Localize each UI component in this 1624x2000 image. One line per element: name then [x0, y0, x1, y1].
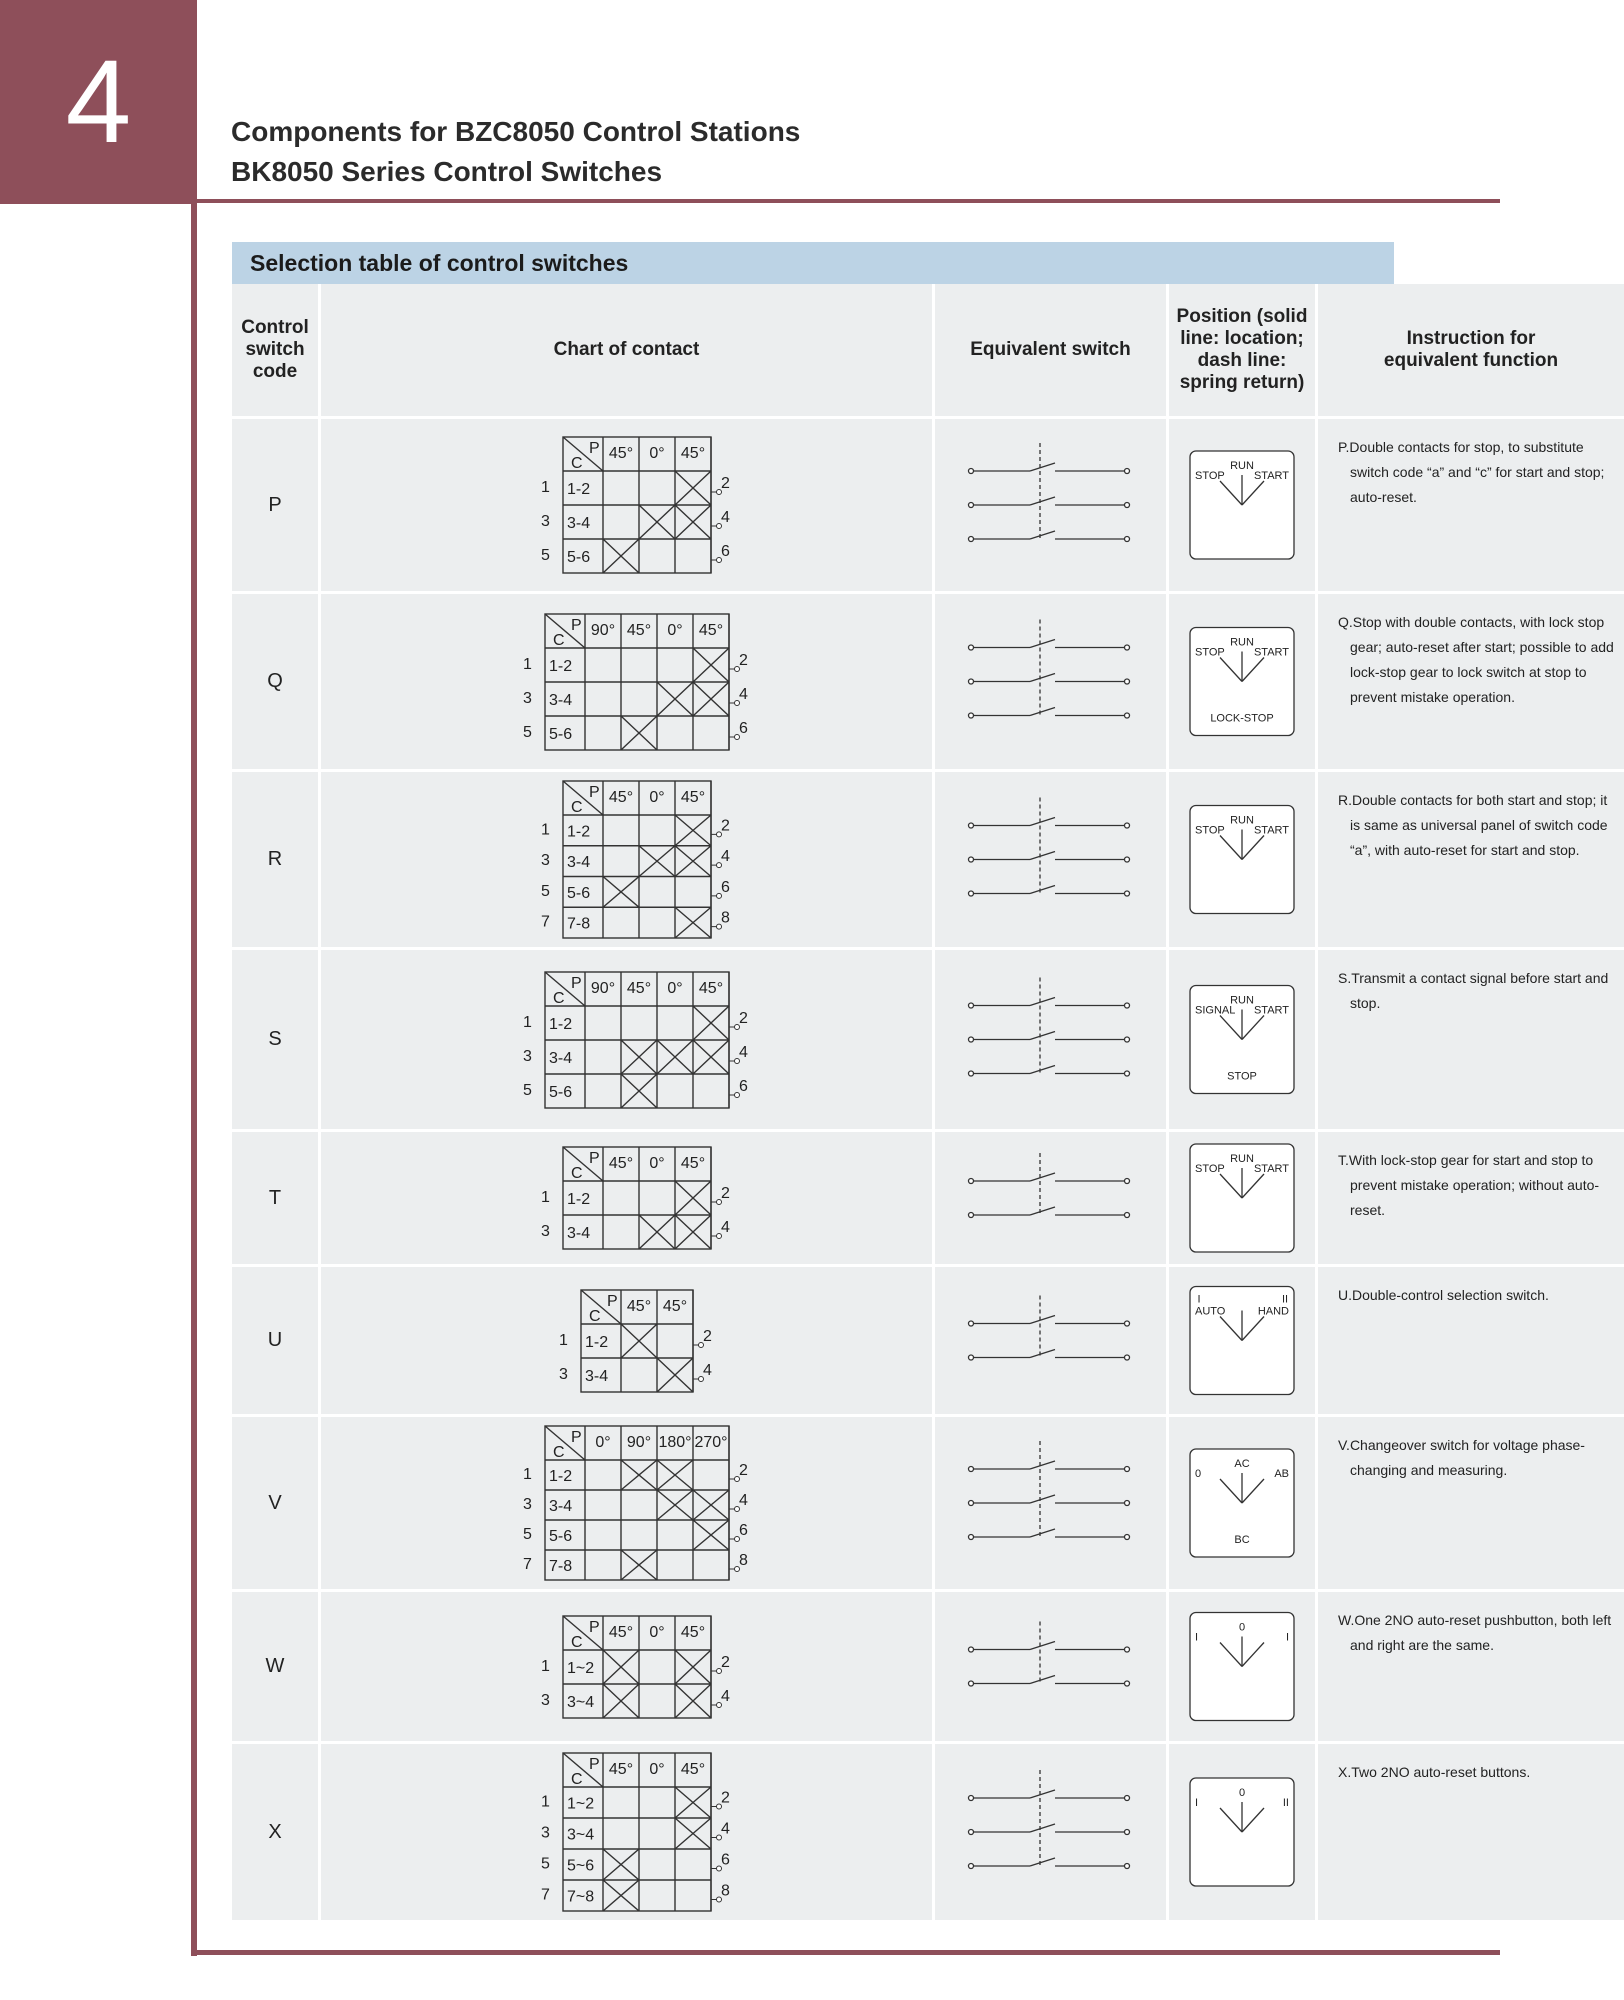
terminal-number: 8: [721, 1882, 730, 1900]
header-code: Control switch code: [232, 284, 318, 416]
contact-label: 1-2: [549, 1016, 573, 1033]
chart-corner-label: P: [571, 975, 582, 992]
dial-label: LOCK-STOP: [1210, 712, 1274, 725]
terminal-number: 1: [541, 1658, 550, 1675]
contact-label: 7-8: [549, 1558, 573, 1575]
position-dial: [1169, 772, 1315, 947]
terminal-number: 4: [739, 686, 748, 703]
position-dial-cell: [1169, 1267, 1315, 1414]
contact-label: 5-6: [549, 726, 573, 743]
chart-corner-label: P: [589, 784, 600, 801]
table-row: [232, 950, 1609, 1129]
section-title: Selection table of control switches: [232, 242, 1394, 284]
equivalent-switch-diagram: [935, 772, 1166, 947]
terminal-number: 3: [541, 1692, 550, 1709]
equivalent-switch-diagram: [935, 1592, 1166, 1741]
terminal-number: 1: [523, 1466, 532, 1483]
angle-label: 270°: [694, 1434, 728, 1451]
terminal-number: 1: [559, 1332, 568, 1349]
contact-chart-cell: [321, 594, 932, 769]
terminal-number: 1: [541, 1793, 550, 1811]
dial-label: STOP: [1195, 1163, 1225, 1175]
dial-label: I: [1285, 1631, 1289, 1644]
position-dial-cell: [1169, 1132, 1315, 1264]
contact-chart-cell: [321, 950, 932, 1129]
angle-label: 45°: [608, 789, 634, 806]
position-dial: [1169, 1592, 1315, 1741]
angle-label: 45°: [626, 622, 652, 639]
position-dial-cell: [1169, 1417, 1315, 1589]
terminal-number: 3: [541, 1223, 550, 1240]
instruction-text: Q.Stop with double contacts, with lock stop gear; auto-reset after start; possible to add lock-stop gear to lock switch at stop to prevent mistake operation.: [1338, 614, 1614, 705]
dial-label: START: [1253, 1004, 1289, 1017]
contact-label: 5~6: [567, 1857, 595, 1875]
terminal-number: 4: [739, 1044, 748, 1061]
terminal-number: 8: [739, 1552, 748, 1569]
contact-label: 1-2: [549, 1468, 573, 1485]
position-dial-cell: [1169, 950, 1315, 1129]
instruction-cell: [1318, 1132, 1624, 1264]
chart-corner-label: C: [553, 632, 565, 649]
equivalent-switch-cell: [935, 1744, 1166, 1920]
instruction-cell: [1318, 1417, 1624, 1589]
switch-code: P: [232, 419, 318, 591]
terminal-number: 3: [541, 852, 550, 870]
terminal-number: 1: [541, 1189, 550, 1206]
angle-label: 180°: [658, 1434, 692, 1451]
dial-label: RUN: [1230, 636, 1254, 649]
contact-chart: [321, 1132, 932, 1264]
angle-label: 90°: [590, 980, 616, 997]
terminal-number: 5: [523, 1526, 532, 1543]
position-dial: [1169, 1132, 1315, 1264]
terminal-number: 5: [541, 547, 550, 564]
contact-label: 3-4: [567, 854, 591, 872]
angle-label: 45°: [608, 1761, 634, 1778]
dial-label: RUN: [1230, 460, 1254, 472]
switch-code: W: [232, 1592, 318, 1741]
position-dial: [1169, 594, 1315, 769]
table-row: [232, 419, 1605, 591]
terminal-number: 6: [721, 878, 730, 896]
terminal-number: 2: [721, 475, 730, 492]
position-dial: [1169, 950, 1315, 1129]
contact-label: 3-4: [549, 1050, 573, 1067]
contact-label: 3~4: [567, 1694, 595, 1711]
contact-label: 1~2: [567, 1660, 595, 1677]
equivalent-switch-diagram: [935, 419, 1166, 591]
switch-code: V: [232, 1417, 318, 1589]
dial-label: II: [1281, 1293, 1289, 1306]
dial-label: RUN: [1230, 1153, 1254, 1165]
dial-label: RUN: [1230, 814, 1254, 827]
table-row: [232, 1132, 1600, 1264]
contact-chart-cell: [321, 772, 932, 947]
contact-label: 1~2: [567, 1795, 595, 1813]
terminal-number: 3: [523, 690, 532, 707]
contact-chart: [321, 772, 932, 947]
instruction-text: P.Double contacts for stop, to substitute switch code “a” and “c” for start and stop; auto-reset.: [1338, 439, 1605, 505]
terminal-number: 2: [739, 652, 748, 669]
contact-label: 1-2: [549, 658, 573, 675]
table-row: [232, 772, 1608, 947]
dial-label: 0: [1238, 1787, 1246, 1799]
contact-label: 7~8: [567, 1888, 595, 1906]
terminal-number: 4: [721, 1820, 730, 1838]
dial-label: 0: [1238, 1621, 1246, 1634]
chart-corner-label: C: [553, 1444, 565, 1461]
instruction-text: W.One 2NO auto-reset pushbutton, both left and right are the same.: [1338, 1612, 1612, 1653]
equivalent-switch-cell: [935, 950, 1166, 1129]
equivalent-switch-diagram: [935, 1744, 1166, 1920]
instruction-text: X.Two 2NO auto-reset buttons.: [1338, 1764, 1531, 1780]
chart-corner-label: P: [589, 1756, 600, 1773]
angle-label: 90°: [590, 622, 616, 639]
contact-label: 1-2: [585, 1334, 609, 1351]
equivalent-switch-cell: [935, 1132, 1166, 1264]
terminal-number: 8: [721, 909, 730, 927]
terminal-number: 7: [541, 913, 550, 931]
position-dial-cell: [1169, 419, 1315, 591]
contact-chart: [321, 1592, 932, 1741]
angle-label: 90°: [626, 1434, 652, 1451]
dial-label: I: [1195, 1631, 1199, 1644]
angle-label: 45°: [698, 622, 724, 639]
angle-label: 45°: [680, 1624, 706, 1641]
angle-label: 0°: [649, 1155, 665, 1172]
contact-label: 1-2: [567, 823, 591, 841]
contact-chart: [321, 594, 932, 769]
switch-code: S: [232, 950, 318, 1129]
contact-label: 3~4: [567, 1826, 595, 1844]
terminal-number: 2: [739, 1010, 748, 1027]
terminal-number: 4: [721, 1688, 730, 1705]
dial-label: START: [1253, 1163, 1289, 1175]
position-dial: [1169, 419, 1315, 591]
contact-chart-cell: [321, 419, 932, 591]
instruction-cell: [1318, 950, 1624, 1129]
terminal-number: 4: [721, 509, 730, 526]
page-titles: [231, 112, 800, 192]
angle-label: 45°: [608, 445, 634, 462]
contact-chart: [321, 419, 932, 591]
angle-label: 0°: [649, 789, 665, 806]
terminal-number: 3: [541, 513, 550, 530]
switch-code: U: [232, 1267, 318, 1414]
header-contact: Chart of contact: [321, 284, 932, 416]
angle-label: 45°: [608, 1155, 634, 1172]
contact-chart: [321, 1744, 932, 1920]
contact-chart-cell: [321, 1132, 932, 1264]
dial-label: AB: [1274, 1468, 1289, 1480]
table-row: [232, 594, 1614, 769]
contact-label: 3-4: [567, 1225, 591, 1242]
contact-chart-cell: [321, 1592, 932, 1741]
dial-label: I: [1195, 1797, 1199, 1809]
table-row: [232, 1744, 1531, 1920]
terminal-number: 1: [523, 656, 532, 673]
terminal-number: 3: [523, 1048, 532, 1065]
dial-label: START: [1253, 824, 1289, 837]
switch-code: R: [232, 772, 318, 947]
terminal-number: 4: [721, 848, 730, 866]
dial-label: BC: [1234, 1534, 1250, 1546]
terminal-number: 6: [739, 1522, 748, 1539]
terminal-number: 2: [721, 1654, 730, 1671]
angle-label: 45°: [626, 980, 652, 997]
terminal-number: 7: [541, 1886, 550, 1904]
contact-chart-cell: [321, 1417, 932, 1589]
chapter-number: 4: [0, 0, 197, 204]
terminal-number: 6: [721, 543, 730, 560]
chart-corner-label: P: [571, 617, 582, 634]
header-instruction: Instruction for equivalent function: [1318, 284, 1624, 416]
equivalent-switch-cell: [935, 419, 1166, 591]
angle-label: 0°: [667, 622, 683, 639]
contact-label: 5-6: [567, 549, 591, 566]
chart-corner-label: P: [589, 440, 600, 457]
contact-label: 3-4: [567, 515, 591, 532]
equivalent-switch-cell: [935, 772, 1166, 947]
position-dial-cell: [1169, 594, 1315, 769]
instruction-text: U.Double-control selection switch.: [1338, 1287, 1549, 1303]
angle-label: 45°: [698, 980, 724, 997]
equivalent-switch-diagram: [935, 1417, 1166, 1589]
angle-label: 0°: [649, 1761, 665, 1778]
terminal-number: 2: [739, 1462, 748, 1479]
dial-label: I: [1197, 1293, 1201, 1306]
terminal-number: 5: [541, 882, 550, 900]
equivalent-switch-diagram: [935, 594, 1166, 769]
chart-corner-label: C: [571, 455, 583, 472]
equivalent-switch-cell: [935, 1417, 1166, 1589]
dial-label: SIGNAL: [1195, 1004, 1236, 1017]
instruction-text: V.Changeover switch for voltage phase-changing and measuring.: [1338, 1437, 1585, 1478]
chart-corner-label: C: [571, 1165, 583, 1182]
dial-label: II: [1282, 1797, 1289, 1809]
page-subtitle: BK8050 Series Control Switches: [231, 156, 663, 187]
position-dial: [1169, 1267, 1315, 1414]
terminal-number: 4: [721, 1219, 730, 1236]
contact-label: 1-2: [567, 481, 591, 498]
chart-corner-label: P: [607, 1293, 618, 1310]
angle-label: 45°: [680, 789, 706, 806]
terminal-number: 6: [721, 1851, 730, 1869]
chart-corner-label: P: [589, 1619, 600, 1636]
terminal-number: 1: [523, 1014, 532, 1031]
dial-label: AUTO: [1195, 1305, 1226, 1318]
table-row: [232, 1417, 1585, 1589]
left-margin-bar: [191, 204, 197, 1956]
terminal-number: 5: [541, 1855, 550, 1873]
contact-label: 7-8: [567, 915, 591, 933]
dial-label: START: [1253, 470, 1289, 482]
dial-label: STOP: [1195, 470, 1225, 482]
angle-label: 0°: [649, 445, 665, 462]
contact-chart: [321, 950, 932, 1129]
instruction-cell: [1318, 1267, 1624, 1414]
terminal-number: 4: [703, 1362, 712, 1379]
contact-label: 3-4: [549, 692, 573, 709]
instruction-cell: [1318, 772, 1624, 947]
contact-label: 5-6: [549, 1084, 573, 1101]
equivalent-switch-diagram: [935, 950, 1166, 1129]
contact-chart: [321, 1417, 932, 1589]
equivalent-switch-cell: [935, 1592, 1166, 1741]
instruction-cell: [1318, 1592, 1624, 1741]
table-header-row: [232, 284, 1559, 416]
position-dial-cell: [1169, 1744, 1315, 1920]
chart-corner-label: C: [571, 1771, 583, 1788]
contact-label: 1-2: [567, 1191, 591, 1208]
terminal-number: 5: [523, 1082, 532, 1099]
instruction-cell: [1318, 1744, 1624, 1920]
terminal-number: 6: [739, 720, 748, 737]
page-title: Components for BZC8050 Control Stations: [231, 116, 801, 147]
switch-code: X: [232, 1744, 318, 1920]
terminal-number: 4: [739, 1492, 748, 1509]
equivalent-switch-cell: [935, 594, 1166, 769]
instruction-text: S.Transmit a contact signal before start and stop.: [1338, 970, 1609, 1011]
angle-label: 0°: [649, 1624, 665, 1641]
contact-chart-cell: [321, 1744, 932, 1920]
terminal-number: 3: [559, 1366, 568, 1383]
angle-label: 0°: [595, 1434, 611, 1451]
footer-rule: [191, 1950, 1500, 1955]
terminal-number: 2: [721, 817, 730, 835]
instruction-cell: [1318, 594, 1624, 769]
equivalent-switch-diagram: [935, 1267, 1166, 1414]
angle-label: 45°: [680, 1155, 706, 1172]
terminal-number: 1: [541, 479, 550, 496]
angle-label: 45°: [680, 1761, 706, 1778]
switch-code: Q: [232, 594, 318, 769]
terminal-number: 3: [523, 1496, 532, 1513]
terminal-number: 5: [523, 724, 532, 741]
chart-corner-label: C: [571, 1634, 583, 1651]
terminal-number: 6: [739, 1078, 748, 1095]
terminal-number: 3: [541, 1824, 550, 1842]
angle-label: 45°: [662, 1298, 688, 1315]
dial-label: 0: [1195, 1468, 1202, 1480]
terminal-number: 2: [703, 1328, 712, 1345]
equivalent-switch-diagram: [935, 1132, 1166, 1264]
contact-chart-cell: [321, 1267, 932, 1414]
contact-label: 3-4: [585, 1368, 609, 1385]
position-dial-cell: [1169, 772, 1315, 947]
angle-label: 45°: [680, 445, 706, 462]
switch-code: T: [232, 1132, 318, 1264]
dial-label: HAND: [1257, 1305, 1289, 1318]
terminal-number: 2: [721, 1185, 730, 1202]
terminal-number: 7: [523, 1556, 532, 1573]
position-dial-cell: [1169, 1592, 1315, 1741]
terminal-number: 1: [541, 821, 550, 839]
header-position: Position (solid line: location; dash line: spring return): [1169, 284, 1315, 416]
instruction-text: R.Double contacts for both start and stop; it is same as universal panel of switch code “a”, with auto-reset for start and stop.: [1338, 792, 1608, 858]
table-row: [232, 1592, 1612, 1741]
table-row: [232, 1267, 1549, 1414]
dial-label: RUN: [1230, 994, 1254, 1007]
angle-label: 45°: [608, 1624, 634, 1641]
instruction-cell: [1318, 419, 1624, 591]
header-equivalent: Equivalent switch: [935, 284, 1166, 416]
terminal-number: 2: [721, 1789, 730, 1807]
position-dial: [1169, 1417, 1315, 1589]
dial-label: STOP: [1195, 646, 1225, 659]
chart-corner-label: C: [553, 990, 565, 1007]
contact-label: 3-4: [549, 1498, 573, 1515]
angle-label: 45°: [626, 1298, 652, 1315]
instruction-text: T.With lock-stop gear for start and stop to prevent mistake operation; without auto-reset.: [1338, 1152, 1600, 1218]
header-rule: [197, 199, 1500, 203]
dial-label: STOP: [1227, 1070, 1257, 1083]
contact-label: 5-6: [549, 1528, 573, 1545]
angle-label: 0°: [667, 980, 683, 997]
chart-corner-label: P: [571, 1429, 582, 1446]
dial-label: AC: [1234, 1458, 1250, 1470]
dial-label: STOP: [1195, 824, 1225, 837]
chart-corner-label: C: [589, 1308, 601, 1325]
dial-label: START: [1253, 646, 1289, 659]
contact-label: 5-6: [567, 884, 591, 902]
chart-corner-label: C: [571, 799, 583, 816]
position-dial: [1169, 1744, 1315, 1920]
equivalent-switch-cell: [935, 1267, 1166, 1414]
contact-chart: [321, 1267, 932, 1414]
chart-corner-label: P: [589, 1150, 600, 1167]
